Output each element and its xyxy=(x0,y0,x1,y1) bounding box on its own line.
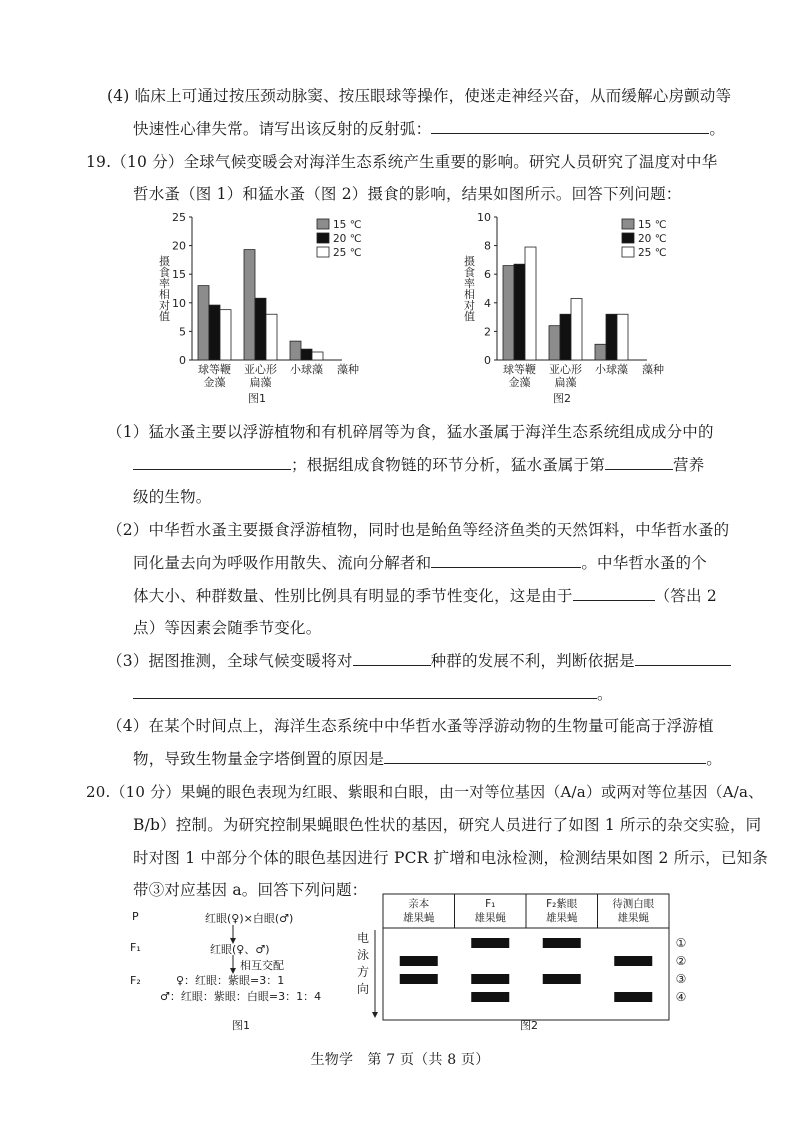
legend-swatch xyxy=(317,219,329,229)
answer-blank[interactable] xyxy=(431,553,581,568)
bar xyxy=(571,299,582,360)
y-tick-label: 4 xyxy=(484,296,491,310)
bar xyxy=(220,310,231,360)
y-tick-label: 10 xyxy=(172,296,186,310)
gel-band xyxy=(543,938,581,948)
band-label: ② xyxy=(675,954,687,968)
category-label: 亚心形 xyxy=(244,363,277,376)
legend-swatch xyxy=(317,247,329,257)
answer-blank[interactable] xyxy=(635,651,731,666)
bar xyxy=(560,314,571,360)
legend-label: 20 ℃ xyxy=(638,233,667,245)
category-label: 亚心形 xyxy=(549,363,582,376)
bar xyxy=(617,314,628,360)
answer-blank[interactable] xyxy=(605,455,673,470)
bar xyxy=(549,326,560,360)
answer-blank[interactable] xyxy=(384,749,706,764)
q19-intro-line2: 哲水蚤（图 1）和猛水蚤（图 2）摄食的影响，结果如图所示。回答下列问题： xyxy=(133,185,682,203)
answer-blank[interactable] xyxy=(133,455,291,470)
column-header: F₁ xyxy=(485,898,496,910)
bar xyxy=(209,305,220,360)
generation-p-label: P xyxy=(132,910,139,923)
bar-chart-figure2 xyxy=(455,205,685,405)
category-label: 扁藻 xyxy=(554,376,577,389)
legend-label: 25 ℃ xyxy=(333,247,362,259)
electrophoresis-figure xyxy=(355,893,695,1033)
f2-female-text: ♀：红眼：紫眼=3：1 xyxy=(176,974,285,987)
category-label: 小球藻 xyxy=(290,363,323,376)
generation-f2-label: F₂ xyxy=(130,974,141,987)
q20-intro-line3: 时对图 1 中部分个体的眼色基因进行 PCR 扩增和电泳检测，检测结果如图 2 所示，已知条 xyxy=(133,849,768,867)
q20-intro-line2: B/b）控制。为研究控制果蝇眼色性状的基因，研究人员进行了如图 1 所示的杂交实验，同 xyxy=(133,816,762,834)
category-label: 金藻 xyxy=(203,376,226,389)
gel-band xyxy=(400,956,438,966)
q19-p4-line2: 物，导致生物量金字塔倒置的原因是 。 xyxy=(133,750,722,768)
q19-intro-line1: 19.（10 分）全球气候变暖会对海洋生态系统产生重要的影响。研究人员研究了温度对中华 xyxy=(86,153,718,171)
category-label: 球等鞭 xyxy=(198,363,231,376)
bar xyxy=(244,250,255,360)
bar xyxy=(301,349,312,360)
legend-swatch xyxy=(317,233,329,243)
q20-intro-line1: 20.（10 分）果蝇的眼色表现为红眼、紫眼和白眼，由一对等位基因（A/a）或两对等位基因（A/a、 xyxy=(86,783,764,801)
answer-blank[interactable] xyxy=(353,651,431,666)
y-tick-label: 6 xyxy=(484,268,491,282)
figure1-caption: 图1 xyxy=(232,1019,250,1032)
figure-caption: 图1 xyxy=(248,392,266,405)
direction-label: 方 xyxy=(356,965,370,979)
column-header: F₂紫眼 xyxy=(546,898,578,910)
y-tick-label: 8 xyxy=(484,239,491,253)
y-tick-label: 20 xyxy=(172,239,186,253)
bar-chart-figure1 xyxy=(150,205,380,405)
q20-intro-line4: 带③对应基因 a。回答下列问题： xyxy=(133,881,368,899)
category-label: 球等鞭 xyxy=(503,363,536,376)
direction-label: 电 xyxy=(356,931,370,945)
legend-label: 15 ℃ xyxy=(333,219,362,231)
q19-p3-line1: （3）据图推测，全球气候变暖将对 种群的发展不利，判断依据是 xyxy=(107,651,731,671)
arrow-down-icon xyxy=(372,1012,378,1018)
figure2-caption: 图2 xyxy=(520,1019,538,1032)
q19-p1-line3: 级的生物。 xyxy=(133,488,212,506)
bar xyxy=(266,314,277,360)
x-axis-label: 藻种 xyxy=(642,363,664,376)
q19-p1-line1: （1）猛水蚤主要以浮游植物和有机碎屑等为食，猛水蚤属于海洋生态系统组成成分中的 xyxy=(107,423,714,441)
direction-label: 向 xyxy=(356,982,370,996)
gel-band xyxy=(614,992,652,1002)
y-tick-label: 10 xyxy=(477,211,491,224)
y-tick-label: 2 xyxy=(484,325,491,339)
column-header: 雄果蝇 xyxy=(403,912,435,924)
bar xyxy=(312,352,323,360)
legend-swatch xyxy=(622,219,634,229)
bar xyxy=(503,266,514,360)
page-footer: 生物学 第 7 页（共 8 页） xyxy=(310,1052,490,1068)
y-tick-label: 0 xyxy=(179,354,186,367)
column-header: 雄果蝇 xyxy=(546,912,578,924)
band-label: ④ xyxy=(675,990,687,1004)
q18-p4-line2: 快速性心律失常。请写出该反射的反射弧： 。 xyxy=(133,120,726,138)
direction-label: 泳 xyxy=(356,948,370,962)
y-tick-label: 25 xyxy=(172,211,186,224)
gel-band xyxy=(543,974,581,984)
band-label: ③ xyxy=(675,972,687,986)
q19-p2-line1: （2）中华哲水蚤主要摄食浮游植物，同时也是鲐鱼等经济鱼类的天然饵料，中华哲水蚤的 xyxy=(107,521,730,539)
q18-p4-line1: (4) 临床上可通过按压颈动脉窦、按压眼球等操作，使迷走神经兴奋，从而缓解心房颤动等 xyxy=(107,87,732,105)
answer-blank[interactable] xyxy=(431,119,709,134)
f1-text: 红眼(♀、♂) xyxy=(210,943,270,956)
bar xyxy=(255,298,266,360)
y-axis-label: 摄食率相对值 xyxy=(462,255,476,322)
category-label: 小球藻 xyxy=(595,363,628,376)
legend-label: 20 ℃ xyxy=(333,233,362,245)
band-label: ① xyxy=(675,936,687,950)
column-header: 待测白眼 xyxy=(612,898,655,910)
category-label: 扁藻 xyxy=(249,376,272,389)
bar xyxy=(606,314,617,360)
bar xyxy=(514,264,525,360)
legend-label: 15 ℃ xyxy=(638,219,667,231)
y-axis-label: 摄食率相对值 xyxy=(157,255,171,322)
p-cross-text: 红眼(♀)×白眼(♂) xyxy=(205,912,294,925)
gel-band xyxy=(471,974,509,984)
category-label: 金藻 xyxy=(508,376,531,389)
column-header: 亲本 xyxy=(408,898,430,910)
legend-swatch xyxy=(622,247,634,257)
bar xyxy=(595,344,606,360)
column-header: 雄果蝇 xyxy=(474,912,506,924)
q19-p3-line2: 。 xyxy=(133,684,613,704)
y-tick-label: 0 xyxy=(484,354,491,367)
answer-blank[interactable] xyxy=(573,586,655,601)
y-tick-label: 15 xyxy=(172,268,186,282)
answer-blank[interactable] xyxy=(133,684,597,699)
gel-band xyxy=(400,974,438,984)
column-header: 雄果蝇 xyxy=(617,912,649,924)
q19-p2-line4: 点）等因素会随季节变化。 xyxy=(133,619,322,637)
f2-male-text: ♂：红眼：紫眼：白眼=3：1：4 xyxy=(160,990,322,1003)
bar xyxy=(198,286,209,360)
mating-text: 相互交配 xyxy=(240,959,284,972)
gel-band xyxy=(471,992,509,1002)
figure-caption: 图2 xyxy=(553,392,571,405)
q19-p1-line2: ；根据组成食物链的环节分析，猛水蚤属于第 营养 xyxy=(133,455,704,475)
generation-f1-label: F₁ xyxy=(130,941,141,954)
legend-label: 25 ℃ xyxy=(638,247,667,259)
gel-band xyxy=(614,956,652,966)
q19-p4-line1: （4）在某个时间点上，海洋生态系统中中华哲水蚤等浮游动物的生物量可能高于浮游植 xyxy=(107,717,714,735)
q19-p2-line2: 同化量去向为呼吸作用散失、流向分解者和 。中华哲水蚤的个 xyxy=(133,554,707,572)
x-axis-label: 藻种 xyxy=(337,363,359,376)
y-tick-label: 5 xyxy=(179,325,186,339)
gel-band xyxy=(471,938,509,948)
legend-swatch xyxy=(622,233,634,243)
bar xyxy=(290,341,301,360)
q19-p2-line3: 体大小、种群数量、性别比例具有明显的季节性变化，这是由于 （答出 2 xyxy=(133,587,717,605)
bar xyxy=(525,247,536,360)
